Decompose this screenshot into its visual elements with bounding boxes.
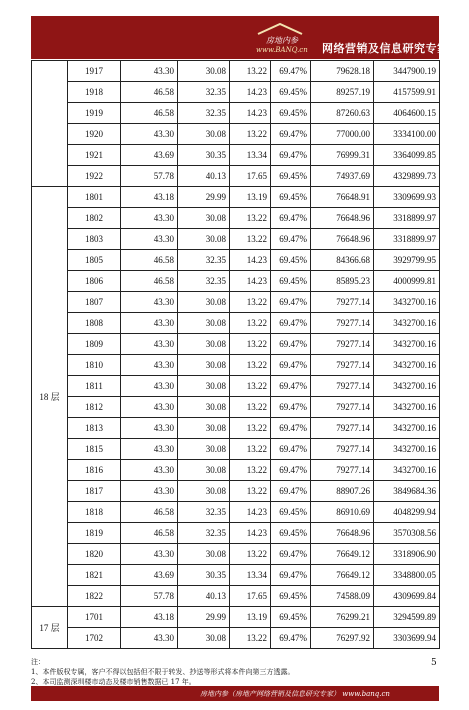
table-row	[32, 229, 440, 250]
value-cell: 76299.21	[311, 607, 374, 628]
table-row	[32, 376, 440, 397]
footer-text: 房地内参（房地产网络营销及信息研究专家） www.banq.cn	[200, 690, 390, 698]
value-cell: 57.78	[121, 586, 178, 607]
table-row	[32, 334, 440, 355]
value-cell: 14.23	[230, 523, 271, 544]
room-number-cell: 1918	[68, 82, 121, 103]
value-cell: 69.47%	[271, 481, 311, 502]
value-cell: 43.30	[121, 61, 178, 82]
value-cell: 43.30	[121, 481, 178, 502]
value-cell: 69.47%	[271, 355, 311, 376]
value-cell: 30.08	[178, 439, 230, 460]
value-cell: 29.99	[178, 187, 230, 208]
value-cell: 76648.96	[311, 208, 374, 229]
room-number-cell: 1817	[68, 481, 121, 502]
table-row	[32, 460, 440, 481]
table-row	[32, 397, 440, 418]
value-cell: 57.78	[121, 166, 178, 187]
value-cell: 3432700.16	[374, 376, 440, 397]
value-cell: 46.58	[121, 82, 178, 103]
value-cell: 79277.14	[311, 355, 374, 376]
roof-icon	[256, 22, 304, 36]
room-number-cell: 1917	[68, 61, 121, 82]
value-cell: 30.08	[178, 313, 230, 334]
table-row	[32, 61, 440, 82]
table-row	[32, 271, 440, 292]
value-cell: 4157599.91	[374, 82, 440, 103]
value-cell: 30.08	[178, 124, 230, 145]
value-cell: 13.34	[230, 565, 271, 586]
value-cell: 43.30	[121, 460, 178, 481]
value-cell: 79277.14	[311, 418, 374, 439]
room-number-cell: 1810	[68, 355, 121, 376]
value-cell: 30.08	[178, 544, 230, 565]
value-cell: 69.47%	[271, 313, 311, 334]
room-number-cell: 1811	[68, 376, 121, 397]
value-cell: 3432700.16	[374, 460, 440, 481]
value-cell: 13.22	[230, 292, 271, 313]
value-cell: 4329899.73	[374, 166, 440, 187]
value-cell: 79628.18	[311, 61, 374, 82]
value-cell: 3849684.36	[374, 481, 440, 502]
value-cell: 30.08	[178, 208, 230, 229]
table-row	[32, 124, 440, 145]
value-cell: 14.23	[230, 271, 271, 292]
floor-label: 18 层	[32, 187, 68, 607]
value-cell: 32.35	[178, 271, 230, 292]
value-cell: 32.35	[178, 82, 230, 103]
value-cell: 43.69	[121, 145, 178, 166]
logo-text: 房地内参	[266, 36, 298, 45]
value-cell: 3432700.16	[374, 292, 440, 313]
table-row	[32, 418, 440, 439]
value-cell: 3929799.95	[374, 250, 440, 271]
value-cell: 3318899.97	[374, 229, 440, 250]
value-cell: 3432700.16	[374, 355, 440, 376]
value-cell: 3348800.05	[374, 565, 440, 586]
unit-price-table	[31, 60, 440, 649]
room-number-cell: 1815	[68, 439, 121, 460]
value-cell: 69.47%	[271, 628, 311, 649]
value-cell: 88907.26	[311, 481, 374, 502]
value-cell: 69.47%	[271, 460, 311, 481]
value-cell: 13.22	[230, 124, 271, 145]
value-cell: 13.19	[230, 187, 271, 208]
value-cell: 4000999.81	[374, 271, 440, 292]
value-cell: 13.19	[230, 607, 271, 628]
floor-label: 17 层	[32, 607, 68, 649]
value-cell: 46.58	[121, 271, 178, 292]
value-cell: 32.35	[178, 103, 230, 124]
notes-heading: 注：	[31, 658, 45, 666]
table-row	[32, 187, 440, 208]
value-cell: 13.22	[230, 334, 271, 355]
value-cell: 3318899.97	[374, 208, 440, 229]
value-cell: 89257.19	[311, 82, 374, 103]
value-cell: 69.47%	[271, 418, 311, 439]
unit-table-container	[31, 60, 439, 649]
room-number-cell: 1816	[68, 460, 121, 481]
room-number-cell: 1807	[68, 292, 121, 313]
value-cell: 79277.14	[311, 376, 374, 397]
value-cell: 69.45%	[271, 523, 311, 544]
value-cell: 30.08	[178, 229, 230, 250]
table-row	[32, 481, 440, 502]
room-number-cell: 1805	[68, 250, 121, 271]
value-cell: 76999.31	[311, 145, 374, 166]
value-cell: 40.13	[178, 586, 230, 607]
room-number-cell: 1801	[68, 187, 121, 208]
value-cell: 30.08	[178, 355, 230, 376]
room-number-cell: 1919	[68, 103, 121, 124]
value-cell: 43.30	[121, 208, 178, 229]
value-cell: 3294599.89	[374, 607, 440, 628]
value-cell: 79277.14	[311, 439, 374, 460]
value-cell: 43.30	[121, 439, 178, 460]
value-cell: 30.08	[178, 397, 230, 418]
value-cell: 32.35	[178, 250, 230, 271]
value-cell: 30.08	[178, 481, 230, 502]
value-cell: 69.47%	[271, 397, 311, 418]
floor-label	[32, 61, 68, 187]
value-cell: 84366.68	[311, 250, 374, 271]
table-row	[32, 103, 440, 124]
table-row	[32, 82, 440, 103]
table-row	[32, 523, 440, 544]
room-number-cell: 1809	[68, 334, 121, 355]
value-cell: 30.08	[178, 292, 230, 313]
value-cell: 30.08	[178, 628, 230, 649]
value-cell: 13.22	[230, 397, 271, 418]
value-cell: 13.22	[230, 355, 271, 376]
value-cell: 14.23	[230, 103, 271, 124]
table-row	[32, 166, 440, 187]
logo-url: www.BANQ.cn	[256, 46, 308, 54]
value-cell: 40.13	[178, 166, 230, 187]
value-cell: 69.47%	[271, 334, 311, 355]
table-row	[32, 355, 440, 376]
value-cell: 69.45%	[271, 586, 311, 607]
value-cell: 43.18	[121, 187, 178, 208]
value-cell: 3432700.16	[374, 397, 440, 418]
value-cell: 79277.14	[311, 313, 374, 334]
value-cell: 43.30	[121, 292, 178, 313]
value-cell: 43.30	[121, 544, 178, 565]
value-cell: 69.47%	[271, 61, 311, 82]
value-cell: 46.58	[121, 523, 178, 544]
value-cell: 30.35	[178, 565, 230, 586]
value-cell: 79277.14	[311, 334, 374, 355]
value-cell: 76297.92	[311, 628, 374, 649]
value-cell: 3570308.56	[374, 523, 440, 544]
value-cell: 3309699.93	[374, 187, 440, 208]
value-cell: 77000.00	[311, 124, 374, 145]
value-cell: 46.58	[121, 502, 178, 523]
value-cell: 43.30	[121, 628, 178, 649]
value-cell: 43.30	[121, 418, 178, 439]
value-cell: 86910.69	[311, 502, 374, 523]
value-cell: 13.22	[230, 481, 271, 502]
value-cell: 3303699.94	[374, 628, 440, 649]
room-number-cell: 1819	[68, 523, 121, 544]
room-number-cell: 1806	[68, 271, 121, 292]
value-cell: 4309699.84	[374, 586, 440, 607]
room-number-cell: 1821	[68, 565, 121, 586]
value-cell: 13.22	[230, 376, 271, 397]
value-cell: 17.65	[230, 586, 271, 607]
value-cell: 69.47%	[271, 376, 311, 397]
value-cell: 69.47%	[271, 208, 311, 229]
room-number-cell: 1701	[68, 607, 121, 628]
value-cell: 3432700.16	[374, 334, 440, 355]
value-cell: 13.22	[230, 439, 271, 460]
room-number-cell: 1812	[68, 397, 121, 418]
value-cell: 14.23	[230, 250, 271, 271]
value-cell: 43.30	[121, 313, 178, 334]
value-cell: 76648.91	[311, 187, 374, 208]
value-cell: 29.99	[178, 607, 230, 628]
value-cell: 69.45%	[271, 166, 311, 187]
value-cell: 43.30	[121, 376, 178, 397]
value-cell: 43.30	[121, 397, 178, 418]
value-cell: 4048299.94	[374, 502, 440, 523]
value-cell: 69.45%	[271, 82, 311, 103]
value-cell: 79277.14	[311, 460, 374, 481]
room-number-cell: 1822	[68, 586, 121, 607]
value-cell: 30.08	[178, 334, 230, 355]
value-cell: 13.22	[230, 229, 271, 250]
value-cell: 69.45%	[271, 250, 311, 271]
value-cell: 43.30	[121, 355, 178, 376]
value-cell: 13.22	[230, 418, 271, 439]
value-cell: 69.47%	[271, 229, 311, 250]
value-cell: 30.08	[178, 376, 230, 397]
value-cell: 4064600.15	[374, 103, 440, 124]
value-cell: 13.22	[230, 460, 271, 481]
table-row	[32, 628, 440, 649]
value-cell: 69.45%	[271, 502, 311, 523]
value-cell: 3432700.16	[374, 418, 440, 439]
value-cell: 69.45%	[271, 607, 311, 628]
value-cell: 85895.23	[311, 271, 374, 292]
value-cell: 69.47%	[271, 544, 311, 565]
value-cell: 14.23	[230, 82, 271, 103]
value-cell: 76649.12	[311, 544, 374, 565]
value-cell: 74588.09	[311, 586, 374, 607]
note-line-1: 1、本件版权专属，客户不得以包括但不限于转发、抄送等形式将本件向第三方透露。	[31, 668, 295, 676]
table-row	[32, 586, 440, 607]
room-number-cell: 1813	[68, 418, 121, 439]
value-cell: 43.30	[121, 229, 178, 250]
value-cell: 43.30	[121, 334, 178, 355]
value-cell: 13.34	[230, 145, 271, 166]
value-cell: 46.58	[121, 250, 178, 271]
header-title: 网络营销及信息研究专家	[322, 42, 449, 55]
value-cell: 17.65	[230, 166, 271, 187]
table-row	[32, 250, 440, 271]
value-cell: 13.22	[230, 208, 271, 229]
notes	[31, 657, 294, 687]
value-cell: 3432700.16	[374, 313, 440, 334]
table-row	[32, 565, 440, 586]
value-cell: 69.47%	[271, 124, 311, 145]
value-cell: 69.45%	[271, 187, 311, 208]
value-cell: 69.47%	[271, 145, 311, 166]
table-row	[32, 544, 440, 565]
room-number-cell: 1802	[68, 208, 121, 229]
value-cell: 69.45%	[271, 103, 311, 124]
room-number-cell: 1920	[68, 124, 121, 145]
note-line-2: 2、本司监测深圳楼市动态及楼市销售数据已 17 年。	[31, 678, 196, 686]
value-cell: 30.08	[178, 61, 230, 82]
table-row	[32, 607, 440, 628]
value-cell: 3432700.16	[374, 439, 440, 460]
room-number-cell: 1803	[68, 229, 121, 250]
table-row	[32, 145, 440, 166]
value-cell: 69.47%	[271, 439, 311, 460]
value-cell: 69.47%	[271, 292, 311, 313]
value-cell: 46.58	[121, 103, 178, 124]
room-number-cell: 1922	[68, 166, 121, 187]
value-cell: 30.35	[178, 145, 230, 166]
value-cell: 13.22	[230, 544, 271, 565]
page-number: 5	[431, 658, 437, 668]
room-number-cell: 1820	[68, 544, 121, 565]
value-cell: 69.47%	[271, 565, 311, 586]
value-cell: 14.23	[230, 502, 271, 523]
company-logo	[250, 22, 310, 52]
value-cell: 79277.14	[311, 397, 374, 418]
table-row	[32, 292, 440, 313]
room-number-cell: 1921	[68, 145, 121, 166]
value-cell: 76649.12	[311, 565, 374, 586]
value-cell: 3334100.00	[374, 124, 440, 145]
value-cell: 3364099.85	[374, 145, 440, 166]
value-cell: 76648.96	[311, 523, 374, 544]
value-cell: 74937.69	[311, 166, 374, 187]
value-cell: 43.30	[121, 124, 178, 145]
value-cell: 3447900.19	[374, 61, 440, 82]
value-cell: 79277.14	[311, 292, 374, 313]
table-row	[32, 313, 440, 334]
value-cell: 87260.63	[311, 103, 374, 124]
value-cell: 30.08	[178, 418, 230, 439]
value-cell: 43.69	[121, 565, 178, 586]
value-cell: 30.08	[178, 460, 230, 481]
value-cell: 32.35	[178, 502, 230, 523]
value-cell: 76648.96	[311, 229, 374, 250]
room-number-cell: 1808	[68, 313, 121, 334]
value-cell: 3318906.90	[374, 544, 440, 565]
value-cell: 43.18	[121, 607, 178, 628]
value-cell: 13.22	[230, 628, 271, 649]
room-number-cell: 1702	[68, 628, 121, 649]
value-cell: 69.45%	[271, 271, 311, 292]
value-cell: 13.22	[230, 313, 271, 334]
value-cell: 32.35	[178, 523, 230, 544]
table-row	[32, 208, 440, 229]
room-number-cell: 1818	[68, 502, 121, 523]
table-row	[32, 439, 440, 460]
table-row	[32, 502, 440, 523]
value-cell: 13.22	[230, 61, 271, 82]
